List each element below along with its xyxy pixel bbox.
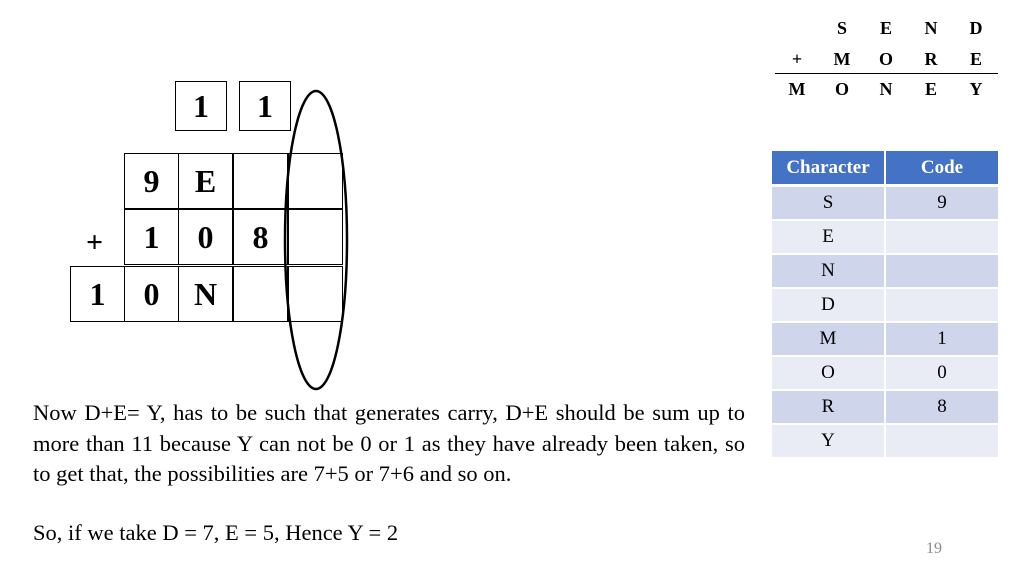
table-row (772, 254, 998, 288)
code-table (772, 151, 998, 459)
table-row (772, 424, 998, 458)
puzzle-plus: + (791, 49, 803, 69)
puzzle-letter: N (924, 18, 938, 38)
result-cell: 0 (124, 266, 179, 322)
sum-cell: 0 (178, 209, 233, 265)
table-row (772, 220, 998, 254)
character-cell: E (772, 220, 885, 254)
puzzle-sum-line (775, 73, 998, 74)
sum-cell: 9 (124, 153, 179, 209)
carry-box-2: 1 (239, 81, 291, 131)
sum-cell: E (178, 153, 233, 209)
result-cell: 1 (70, 266, 125, 322)
code-cell: 1 (885, 322, 998, 356)
table-row (772, 390, 998, 424)
code-cell: 0 (885, 356, 998, 390)
explanation-paragraph: Now D+E= Y, has to be such that generates carry, D+E should be sum up to more than 11 because Y can not be 0 or 1 as they have already been taken, so to get that, the possibilities are 7+5 or 7+6 and so on. (33, 400, 745, 486)
carry-box-1: 1 (175, 81, 227, 131)
puzzle-letter: N (879, 79, 893, 99)
puzzle-letter: M (833, 49, 851, 69)
puzzle-letter: M (788, 79, 806, 99)
puzzle-letter: E (969, 49, 982, 69)
puzzle-letter: O (878, 49, 893, 69)
puzzle-letter: Y (969, 79, 983, 99)
character-cell: Y (772, 424, 885, 458)
puzzle-letter: E (879, 18, 892, 38)
code-cell (885, 254, 998, 288)
code-cell: 9 (885, 186, 998, 221)
sum-cell: 8 (233, 209, 288, 265)
character-cell: R (772, 390, 885, 424)
puzzle-letter: R (924, 49, 938, 69)
code-cell (885, 288, 998, 322)
page-number: 19 (926, 540, 942, 557)
sum-cell: 1 (124, 209, 179, 265)
puzzle-letter: O (834, 79, 849, 99)
result-cell: N (178, 266, 233, 322)
column-highlight-ellipse (270, 80, 370, 400)
conclusion-text: So, if we take D = 7, E = 5, Hence Y = 2 (33, 520, 399, 545)
puzzle-letter: S (836, 18, 847, 38)
character-cell: S (772, 186, 885, 221)
character-cell: M (772, 322, 885, 356)
table-row (772, 186, 998, 221)
column-header-code: Code (885, 151, 998, 186)
table-row (772, 288, 998, 322)
character-cell: D (772, 288, 885, 322)
puzzle-letter: E (924, 79, 937, 99)
character-cell: O (772, 356, 885, 390)
puzzle-letter: D (969, 18, 983, 38)
table-row (772, 356, 998, 390)
code-cell (885, 424, 998, 458)
column-header-character: Character (772, 151, 885, 186)
plus-sign: + (86, 226, 104, 259)
code-cell (885, 220, 998, 254)
code-cell: 8 (885, 390, 998, 424)
character-cell: N (772, 254, 885, 288)
table-row (772, 322, 998, 356)
